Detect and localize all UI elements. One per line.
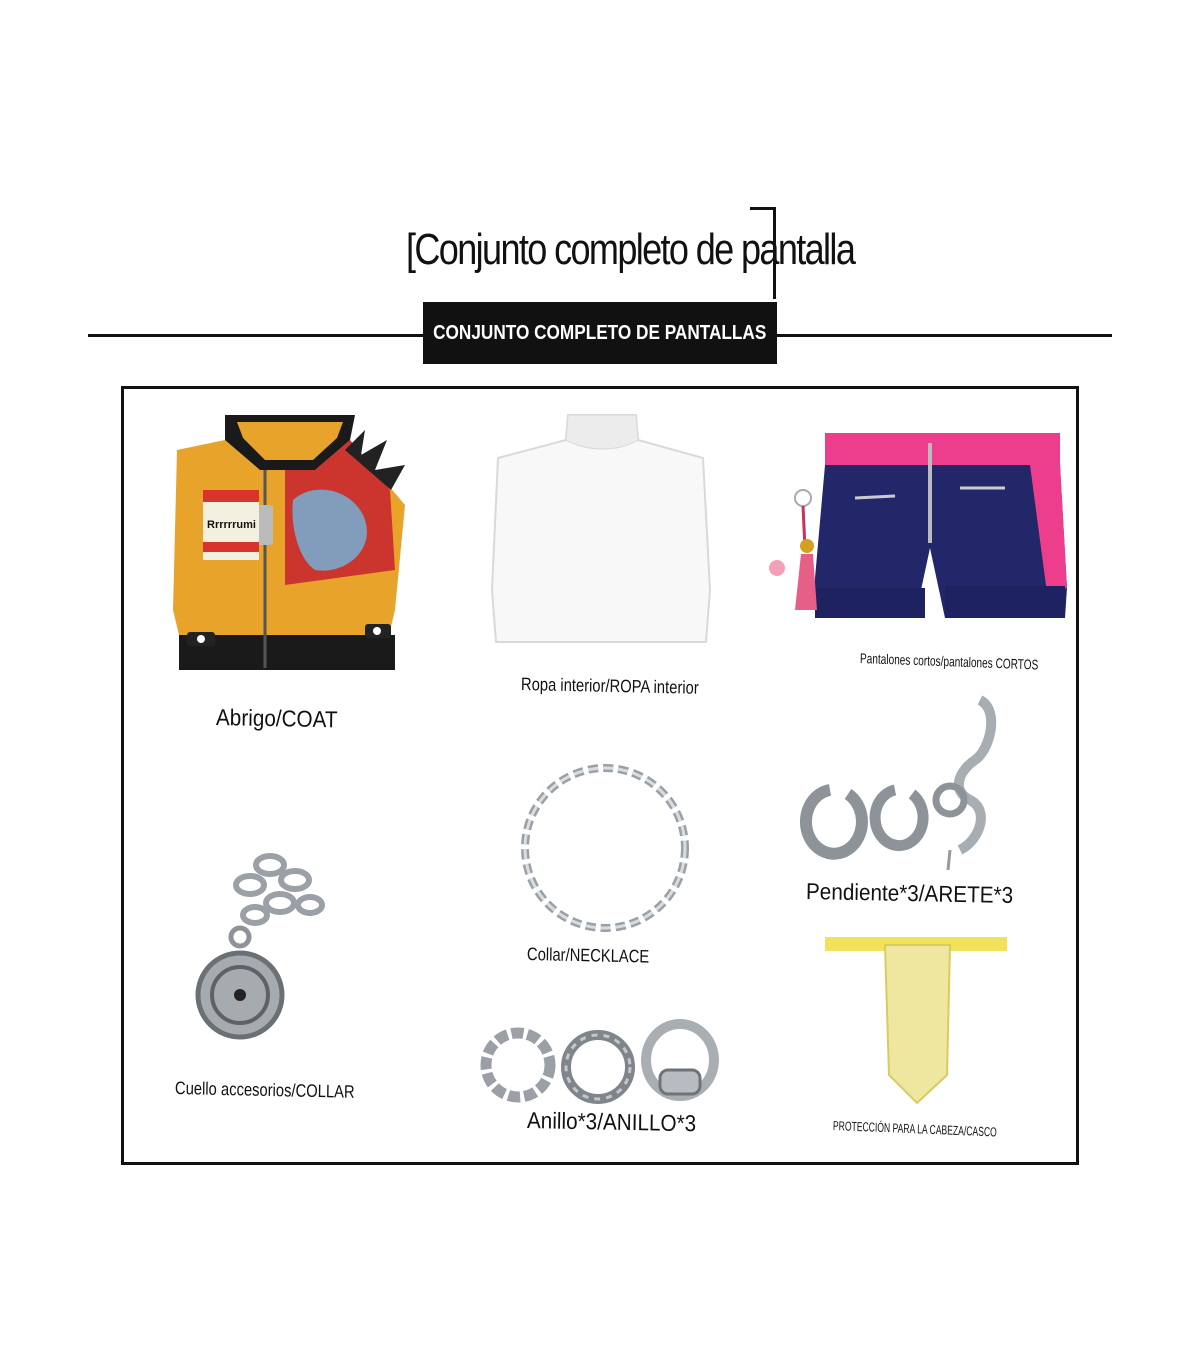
necklace-label: Collar/NECKLACE [526, 944, 650, 967]
underwear-label: Ropa interior/ROPA interior [520, 674, 699, 698]
shorts-image [765, 428, 1070, 628]
collar-label: Cuello accesorios/COLLAR [174, 1078, 355, 1102]
rings-image [478, 1015, 723, 1105]
necklace-image [515, 760, 695, 935]
shorts-label: Pantalones cortos/pantalones CORTOS [859, 650, 1039, 673]
page-title: [Conjunto completo de pantalla [406, 225, 855, 274]
coat-patch-text: Rrrrrrumi [207, 519, 256, 531]
coat-image [165, 410, 415, 675]
subtitle-banner [423, 302, 777, 364]
rings-label: Anillo*3/ANILLO*3 [526, 1107, 697, 1137]
headgear-label: PROTECCIÓN PARA LA CABEZA/CASCO [832, 1118, 997, 1140]
headgear-image [825, 935, 1010, 1105]
underwear-image [488, 410, 716, 650]
title-frame [400, 207, 855, 299]
coat-label: Abrigo/COAT [215, 704, 338, 733]
earrings-image [800, 690, 1030, 875]
collar-image [195, 845, 335, 1055]
earrings-label: Pendiente*3/ARETE*3 [805, 878, 1014, 909]
subtitle-text: CONJUNTO COMPLETO DE PANTALLAS [433, 321, 767, 344]
